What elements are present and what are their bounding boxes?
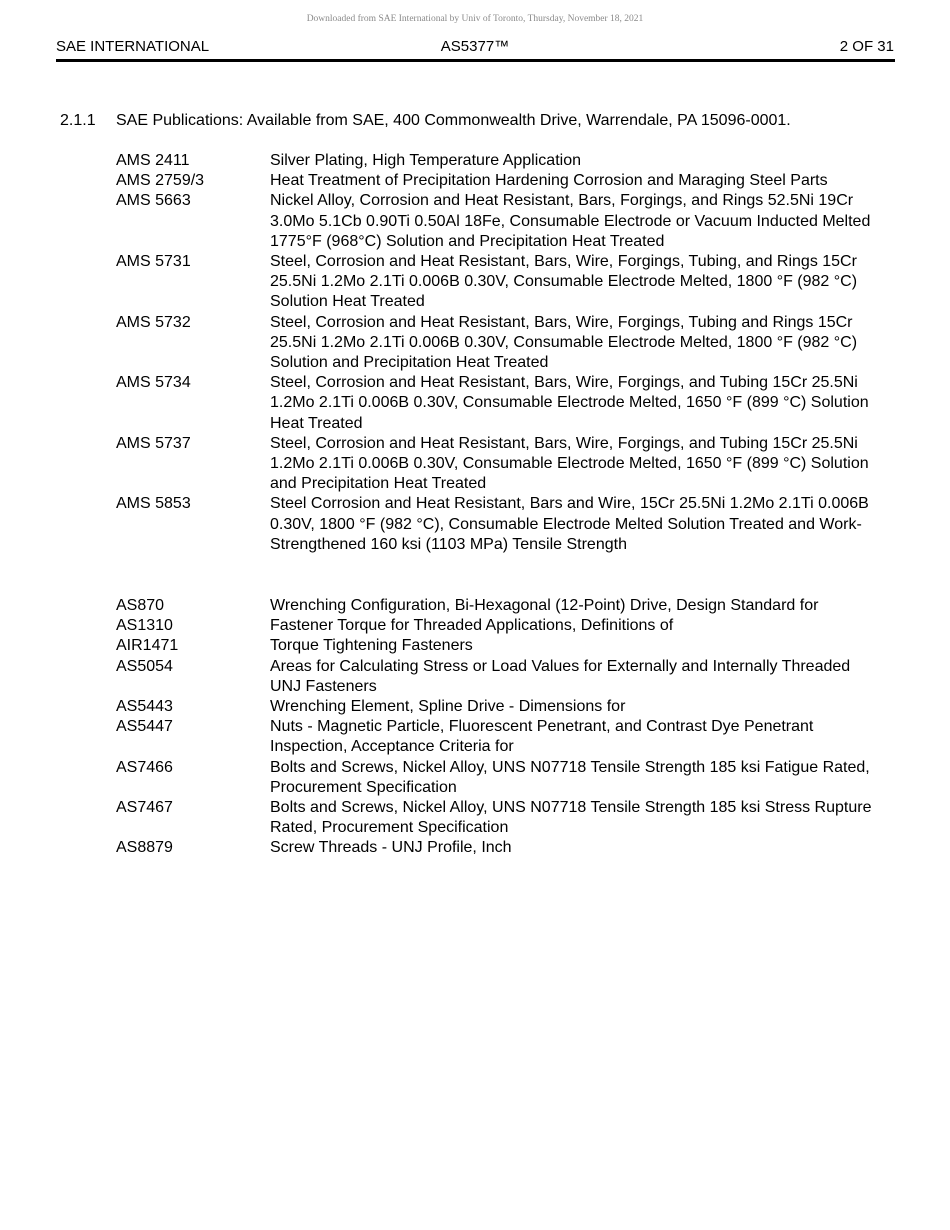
- reference-row: [116, 798, 876, 838]
- reference-row: [116, 697, 876, 717]
- reference-row: [116, 616, 876, 636]
- reference-row: [116, 838, 876, 858]
- reference-title: Silver Plating, High Temperature Application: [270, 152, 581, 169]
- header-rule: [56, 59, 895, 62]
- reference-code: AS1310: [116, 617, 173, 635]
- reference-code: AS5443: [116, 698, 173, 716]
- reference-title: Steel, Corrosion and Heat Resistant, Bars, Wire, Forgings, Tubing and Rings 15Cr 25.5Ni 1.2Mo 2.1Ti 0.006B 0.30V, Consumable Electrode Melted, 1800 °F (982 °C) Solution and Precipitation Heat Treated: [270, 313, 858, 372]
- reference-code: AS5054: [116, 657, 173, 675]
- reference-title: Nuts - Magnetic Particle, Fluorescent Penetrant, and Contrast Dye Penetrant Inspection, Acceptance Criteria for: [270, 718, 814, 756]
- reference-title: Wrenching Configuration, Bi-Hexagonal (12-Point) Drive, Design Standard for: [270, 597, 819, 614]
- reference-code: AMS 5737: [116, 434, 191, 452]
- reference-row: [116, 434, 876, 495]
- reference-code: AMS 5663: [116, 192, 191, 210]
- reference-row: [116, 596, 876, 616]
- reference-code: AS5447: [116, 718, 173, 736]
- reference-row: [116, 313, 876, 374]
- reference-row: [116, 171, 876, 191]
- reference-row: [116, 373, 876, 434]
- reference-row: [116, 758, 876, 798]
- reference-code: AMS 2759/3: [116, 172, 205, 190]
- reference-code: AMS 2411: [116, 152, 190, 169]
- reference-title: Bolts and Screws, Nickel Alloy, UNS N07718 Tensile Strength 185 ksi Fatigue Rated, Procurement Specification: [270, 758, 870, 796]
- reference-title: Nickel Alloy, Corrosion and Heat Resistant, Bars, Forgings, and Rings 52.5Ni 19Cr 3.0Mo 5.1Cb 0.90Ti 0.50Al 18Fe, Consumable Electrode or Vacuum Inducted Melted 1775°F (968°C) Solution and Precipitation Heat Treated: [270, 192, 871, 250]
- reference-title: Screw Threads - UNJ Profile, Inch: [270, 839, 512, 857]
- reference-title: Steel, Corrosion and Heat Resistant, Bars, Wire, Forgings, and Tubing 15Cr 25.5Ni 1.2Mo 2.1Ti 0.006B 0.30V, Consumable Electrode Melted, 1650 °F (899 °C) Solution Heat Treated: [270, 374, 869, 432]
- reference-title: Areas for Calculating Stress or Load Values for Externally and Internally Threaded UNJ Fasteners: [270, 657, 851, 695]
- reference-title: Fastener Torque for Threaded Applications, Definitions of: [270, 617, 674, 635]
- reference-code: AMS 5853: [116, 495, 191, 513]
- reference-code: AS7466: [116, 758, 173, 776]
- reference-code: AS8879: [116, 839, 173, 857]
- page-number: 2 OF 31: [839, 38, 894, 55]
- reference-code: AMS 5734: [116, 374, 191, 392]
- organization-name: SAE INTERNATIONAL: [56, 38, 210, 55]
- section-text: SAE Publications: Available from SAE, 400 Commonwealth Drive, Warrendale, PA 15096-0001.: [116, 112, 791, 129]
- reference-row: [116, 252, 876, 313]
- reference-title: Wrenching Element, Spline Drive - Dimensions for: [270, 698, 626, 716]
- page-header: [56, 38, 894, 58]
- section-number: 2.1.1: [60, 112, 96, 129]
- reference-code: AS870: [116, 597, 165, 614]
- reference-code: AS7467: [116, 799, 173, 817]
- reference-title: Heat Treatment of Precipitation Hardening Corrosion and Maraging Steel Parts: [270, 172, 828, 190]
- reference-code: AMS 5732: [116, 313, 191, 331]
- reference-row: [116, 191, 876, 252]
- as-reference-list: [116, 596, 876, 859]
- reference-code: AMS 5731: [116, 253, 191, 271]
- reference-title: Steel, Corrosion and Heat Resistant, Bars, Wire, Forgings, Tubing, and Rings 15Cr 25.5Ni 1.2Mo 2.1Ti 0.006B 0.30V, Consumable Electrode Melted, 1800 °F (982 °C) Solution Heat Treated: [270, 253, 858, 311]
- reference-title: Steel Corrosion and Heat Resistant, Bars and Wire, 15Cr 25.5Ni 1.2Mo 2.1Ti 0.006B 0.30V, 1800 °F (982 °C), Consumable Electrode Melted Solution Treated and Work-Strengthened 160 ksi (1103 MPa) Tensile Strength: [270, 495, 869, 553]
- reference-row: [116, 636, 876, 656]
- reference-title: Steel, Corrosion and Heat Resistant, Bars, Wire, Forgings, and Tubing 15Cr 25.5Ni 1.2Mo 2.1Ti 0.006B 0.30V, Consumable Electrode Melted, 1650 °F (899 °C) Solution and Precipitation Heat Treated: [270, 434, 869, 493]
- reference-row: [116, 717, 876, 757]
- reference-code: AIR1471: [116, 637, 179, 655]
- reference-row: [116, 494, 876, 555]
- document-number: AS5377™: [440, 38, 510, 55]
- section-heading: [60, 111, 791, 131]
- download-watermark: Downloaded from SAE International by Univ of Toronto, Thursday, November 18, 2021: [306, 14, 644, 24]
- reference-row: [116, 151, 876, 171]
- reference-title: Bolts and Screws, Nickel Alloy, UNS N07718 Tensile Strength 185 ksi Stress Rupture Rated, Procurement Specification: [270, 799, 872, 837]
- reference-title: Torque Tightening Fasteners: [270, 637, 473, 655]
- reference-row: [116, 657, 876, 697]
- ams-reference-list: [116, 151, 876, 555]
